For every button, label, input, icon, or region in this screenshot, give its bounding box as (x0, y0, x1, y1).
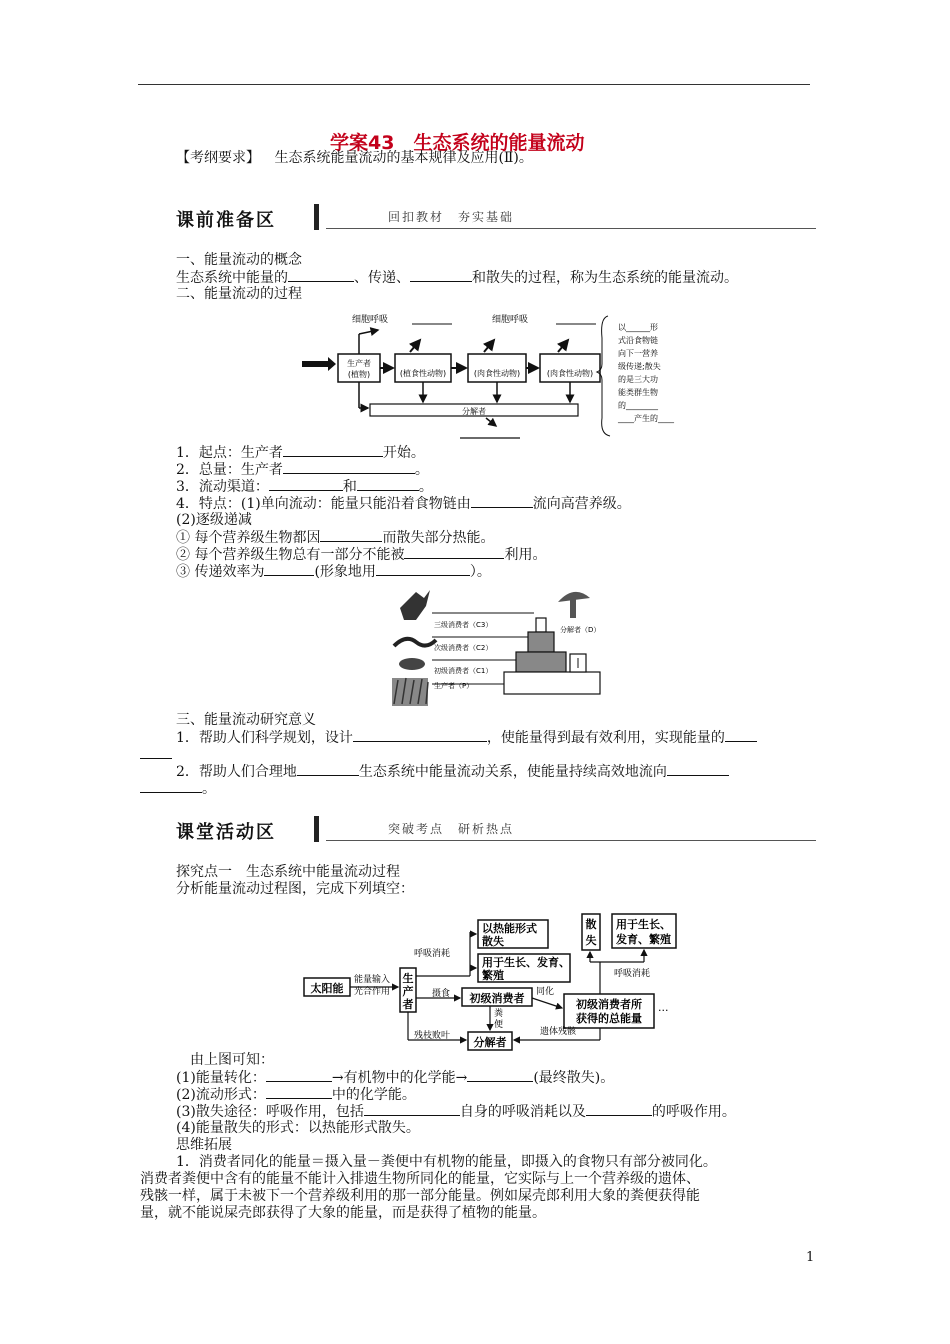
significance-1-cont (140, 746, 172, 763)
text: 3．流动渠道： (176, 479, 269, 495)
text: 生态系统中能量的 (176, 270, 288, 286)
text: 自身的呼吸消耗以及 (459, 1104, 586, 1120)
resp-label-1: 细胞呼吸 (352, 315, 389, 325)
text: (形象地用 (314, 564, 376, 580)
item-heat (176, 529, 494, 546)
heading-process: 二、能量流动的过程 (176, 286, 302, 302)
text: 1．帮助人们科学规划，设计 (176, 730, 353, 746)
thinking-line-3: 残骸一样，属于未被下一个营养级利用的那一部分能量。例如屎壳郎利用大象的粪便获得能 (140, 1188, 700, 1204)
label-p: 生产者（P） (434, 682, 474, 690)
thinking-line-1: 1．消费者同化的能量＝摄入量－粪便中有机物的能量，即摄入的食物只有部分被同化。 (176, 1154, 717, 1170)
text: 中的化学能。 (331, 1087, 416, 1103)
litter-label: 残枝败叶 (414, 1031, 451, 1041)
text: ，使能量得到最有效利用，实现能量的 (486, 730, 725, 746)
text: 2．帮助人们合理地 (176, 764, 297, 780)
thinking-line-2: 消费者粪便中含有的能量不能计入排遗生物所同化的能量，它实际与上一个营养级的遗体、 (140, 1171, 700, 1187)
growth-label-2: 繁殖 (482, 969, 504, 982)
conclusion-2 (176, 1086, 416, 1103)
page-title: 学案43 生态系统的能量流动 (330, 132, 585, 154)
text: 4．特点：(1)单向流动：能量只能沿着食物链由 (176, 496, 471, 512)
carnivore-label-2: (肉食性动物) (546, 369, 594, 378)
energy-pyramid-figure (386, 580, 616, 708)
input-label-2: 光合作用 (354, 987, 391, 997)
label-c1: 初级消费者（C1） (434, 667, 493, 675)
side-note-line: 的________ (618, 401, 658, 410)
text: ）。 (469, 564, 491, 580)
side-note-line: 的是三大功 (618, 375, 658, 384)
text: 和散失的过程，称为生态系统的能量流动。 (472, 270, 738, 286)
text: ② 每个营养级生物总有一部分不能被 (176, 547, 405, 563)
item-unused (176, 546, 546, 563)
hawk-icon (400, 590, 430, 620)
req-label: 【考纲要求】 (176, 150, 260, 166)
section-label: 课堂活动区 (176, 822, 276, 843)
text: 生态系统中能量流动关系，使能量持续高效地流向 (358, 764, 667, 780)
side-note-line: 能类群生物 (618, 388, 658, 397)
thinking-line-4: 量，就不能说屎壳郎获得了大象的能量，而是获得了植物的能量。 (140, 1205, 546, 1221)
label-d: 分解者（D） (560, 626, 601, 634)
growth-label-4: 发育、繁殖 (616, 933, 671, 946)
label-c3: 三级消费者（C3） (434, 621, 493, 629)
producer-char: 者 (402, 998, 414, 1011)
item-total (176, 461, 429, 478)
text: (最终散失)。 (533, 1070, 615, 1086)
decomposer-label: 分解者 (462, 407, 486, 416)
item-decrease: (2)逐级递减 (176, 512, 252, 528)
producer-label: 生产者 (347, 359, 371, 368)
text: 开始。 (382, 445, 425, 461)
total-energy-label-2: 获得的总能量 (576, 1012, 642, 1025)
section-sub: 突破考点 研析热点 (388, 822, 515, 836)
explore-sub: 分析能量流动过程图，完成下列填空： (176, 881, 414, 897)
side-note-line: 式沿食物链 (618, 336, 658, 345)
definition-line (176, 269, 738, 286)
text: 流向高营养级。 (532, 496, 631, 512)
mouse-icon (399, 658, 425, 670)
text: 2．总量：生产者 (176, 462, 283, 478)
conclusion-1 (176, 1069, 614, 1086)
text: →有机物中的化学能→ (331, 1070, 468, 1086)
dissipate-char-2: 失 (585, 934, 597, 947)
text: 的呼吸作用。 (651, 1104, 736, 1120)
text: (3)散失途径：呼吸作用，包括 (176, 1104, 364, 1120)
section-header-prep (176, 206, 816, 231)
producer-sub: (植物) (347, 370, 371, 379)
thinking-heading: 思维拓展 (176, 1137, 232, 1153)
growth-label-3: 用于生长、 (616, 918, 671, 931)
heat-label-1: 以热能形式 (482, 922, 537, 935)
top-rule (138, 84, 810, 85)
resp-label-2: 细胞呼吸 (492, 315, 529, 325)
energy-analysis-figure (300, 906, 682, 1052)
conclusion-lead: 由上图可知： (190, 1052, 274, 1068)
conclusion-3 (176, 1103, 736, 1120)
resp-consume-label: 呼吸消耗 (414, 949, 451, 959)
side-note-line: ____产生的____ (618, 414, 674, 423)
text: 而散失部分热能。 (382, 530, 495, 546)
text: 、传递、 (354, 270, 410, 286)
herbivore-label: (植食性动物) (399, 369, 447, 378)
producer-char: 产 (402, 985, 414, 998)
conclusion-4: (4)能量散失的形式：以热能形式散失。 (176, 1120, 420, 1136)
significance-2-cont: 。 (140, 780, 216, 797)
primary-consumer-label: 初级消费者 (469, 992, 525, 1005)
page-number: 1 (806, 1250, 815, 1265)
sun-label: 太阳能 (310, 982, 344, 995)
exam-requirement (176, 150, 533, 166)
producer-char: 生 (402, 972, 414, 985)
text: 和 (342, 479, 357, 495)
side-note (617, 323, 675, 423)
heading-concept: 一、能量流动的概念 (176, 252, 302, 268)
side-note-line: 向下一营养 (618, 349, 658, 358)
decomposer-box-label: 分解者 (473, 1036, 507, 1049)
side-note-line: 以______形 (618, 323, 658, 332)
req-text: 生态系统能量流动的基本规律及应用(Ⅱ)。 (274, 150, 533, 166)
input-label-1: 能量输入 (354, 975, 391, 985)
text: ③ 传递效率为 (176, 564, 265, 580)
text: ① 每个营养级生物都因 (176, 530, 321, 546)
feces-char: 便 (494, 1020, 504, 1030)
section-header-class (176, 818, 816, 843)
resp-consume-label-2: 呼吸消耗 (614, 969, 651, 979)
dissipate-char-1: 散 (585, 918, 597, 931)
item-start (176, 444, 425, 461)
significance-1 (176, 729, 757, 746)
remains-label: 遗体残骸 (540, 1027, 577, 1037)
side-note-line: 级传递;散失 (618, 362, 661, 371)
text: 1．起点：生产者 (176, 445, 283, 461)
feces-char: 粪 (494, 1009, 504, 1019)
text: 。 (418, 479, 433, 495)
growth-label-1: 用于生长、发育、 (482, 956, 570, 969)
ellipsis: ··· (658, 1004, 669, 1017)
text: (1)能量转化： (176, 1070, 266, 1086)
energy-flow-figure (300, 308, 680, 444)
snake-icon (394, 639, 436, 646)
item-channel (176, 478, 433, 495)
text: 。 (414, 462, 429, 478)
section-sub: 回扣教材 夯实基础 (388, 210, 515, 224)
heading-explore: 探究点一 生态系统中能量流动过程 (176, 864, 400, 880)
ingest-label: 摄食 (432, 989, 451, 999)
text: (2)流动形式： (176, 1087, 266, 1103)
item-efficiency (176, 563, 491, 580)
section-label: 课前准备区 (176, 210, 276, 231)
heat-label-2: 散失 (482, 935, 504, 948)
heading-significance: 三、能量流动研究意义 (176, 712, 316, 728)
item-feature (176, 495, 631, 512)
label-c2: 次级消费者（C2） (434, 644, 493, 652)
total-energy-label-1: 初级消费者所 (576, 998, 642, 1011)
assimilate-label: 同化 (536, 987, 555, 997)
text: 利用。 (504, 547, 547, 563)
significance-2 (176, 763, 729, 780)
carnivore-label-1: (肉食性动物) (473, 369, 521, 378)
